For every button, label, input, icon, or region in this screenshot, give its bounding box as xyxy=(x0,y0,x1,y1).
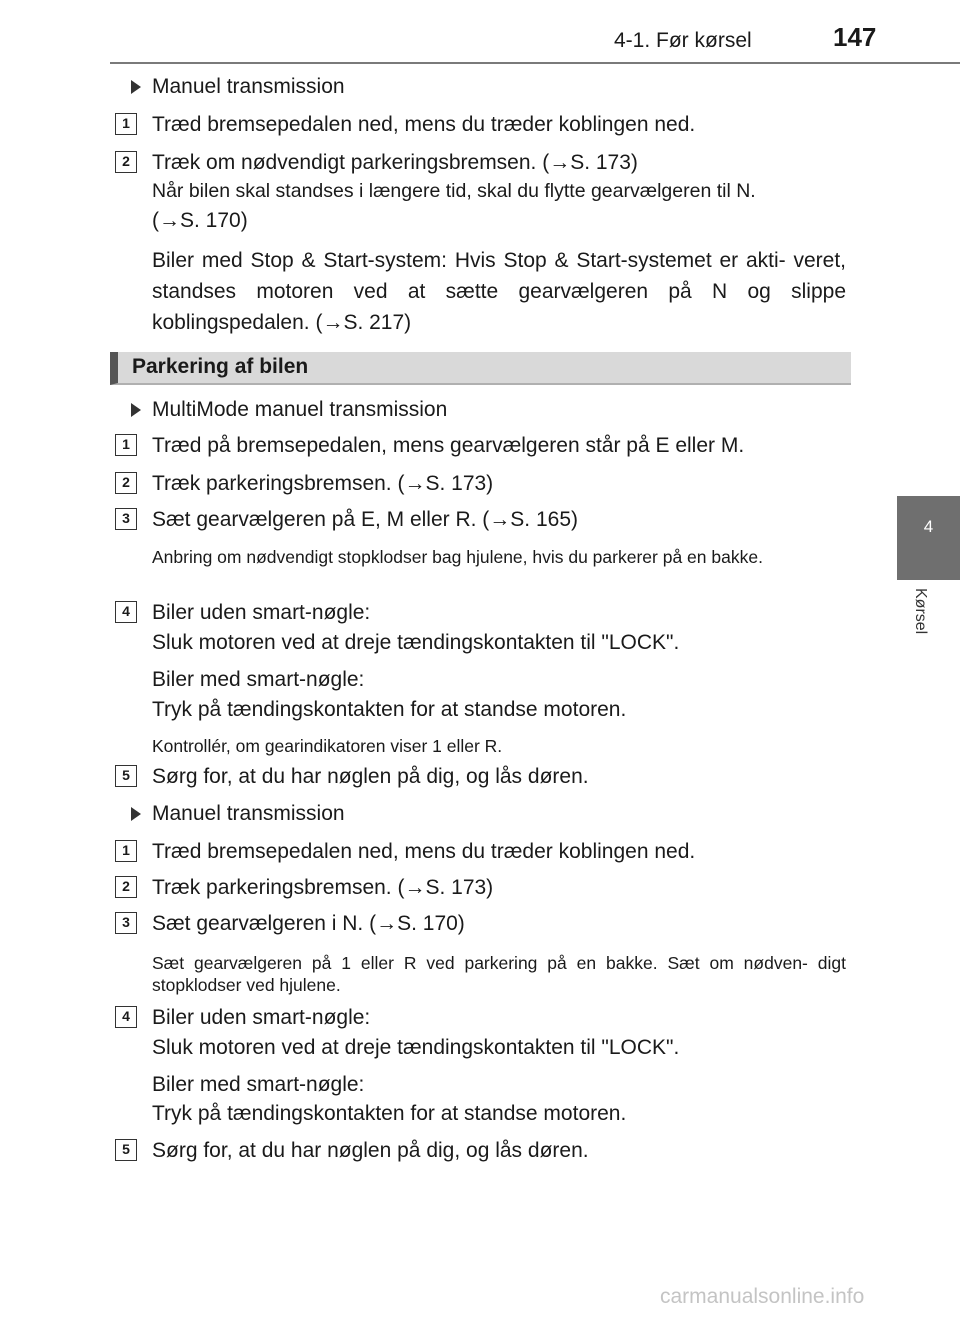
chapter-tab-label-text: Kørsel xyxy=(912,588,929,635)
header-section: 4-1. Før kørsel xyxy=(614,29,752,52)
step-note: Kontrollér, om gearindikatoren viser 1 eller R. xyxy=(152,736,503,756)
bullet-triangle-icon xyxy=(131,403,141,417)
watermark: carmanualsonline.info xyxy=(660,1285,865,1308)
step-text: Træd på bremsepedalen, mens gearvælgeren står på E eller M. xyxy=(152,434,745,457)
step-text: Tryk på tændingskontakten for at standse motoren. xyxy=(152,1102,627,1125)
step-text: Sæt gearvælgeren på E, M eller R. (→S. 165) xyxy=(152,508,579,531)
bullet-triangle-icon xyxy=(131,80,141,94)
step-number: 1 xyxy=(115,113,137,135)
step-text: Biler uden smart-nøgle: xyxy=(152,601,371,624)
page-number: 147 xyxy=(833,22,877,52)
paragraph: Biler med Stop & Start-system: Hvis Stop & Start-systemet er akti- veret, standses motoren ved at sætte gearvælgeren på N og slippe koblingspedalen. (→S. 217) xyxy=(152,249,846,334)
step-number: 4 xyxy=(115,601,137,623)
step-number: 3 xyxy=(115,912,137,934)
step-text: Træd bremsepedalen ned, mens du træder koblingen ned. xyxy=(152,840,696,863)
step-text: Sluk motoren ved at dreje tændingskontakten til "LOCK". xyxy=(152,631,680,654)
step-text: Sørg for, at du har nøglen på dig, og lås døren. xyxy=(152,765,589,788)
subheading: Manuel transmission xyxy=(152,802,345,825)
header-divider xyxy=(110,62,960,64)
step-note: Når bilen skal standses i længere tid, skal du flytte gearvælgeren til N. xyxy=(152,180,756,202)
chapter-tab xyxy=(897,496,960,580)
step-text: Træk parkeringsbremsen. (→S. 173) xyxy=(152,472,494,495)
step-number: 1 xyxy=(115,840,137,862)
step-number: 2 xyxy=(115,876,137,898)
step-number: 5 xyxy=(115,1139,137,1161)
step-number: 1 xyxy=(115,434,137,456)
step-text: Træk parkeringsbremsen. (→S. 173) xyxy=(152,876,494,899)
step-text: Biler med smart-nøgle: xyxy=(152,668,365,691)
step-number: 2 xyxy=(115,472,137,494)
step-note: Sæt gearvælgeren på 1 eller R ved parkering på en bakke. Sæt om nødven- digt stopklodser ved hjulene. xyxy=(152,953,846,995)
step-note-ref: (→S. 170) xyxy=(152,209,248,232)
bullet-triangle-icon xyxy=(131,807,141,821)
section-heading-bar xyxy=(110,352,851,385)
step-text: Sørg for, at du har nøglen på dig, og lås døren. xyxy=(152,1139,589,1162)
step-note: Anbring om nødvendigt stopklodser bag hjulene, hvis du parkerer på en bakke. xyxy=(152,547,763,567)
step-number: 4 xyxy=(115,1006,137,1028)
step-text: Tryk på tændingskontakten for at standse motoren. xyxy=(152,698,627,721)
chapter-tab-number: 4 xyxy=(923,517,934,536)
step-text: Biler med smart-nøgle: xyxy=(152,1073,365,1096)
step-text: Træk om nødvendigt parkeringsbremsen. (→S. 173) xyxy=(152,151,638,174)
step-text: Sluk motoren ved at dreje tændingskontakten til "LOCK". xyxy=(152,1036,680,1059)
step-text: Træd bremsepedalen ned, mens du træder koblingen ned. xyxy=(152,113,696,136)
subheading: MultiMode manuel transmission xyxy=(152,398,448,421)
step-text: Sæt gearvælgeren i N. (→S. 170) xyxy=(152,912,465,935)
chapter-tab-label xyxy=(897,580,960,670)
step-text: Biler uden smart-nøgle: xyxy=(152,1006,371,1029)
step-number: 2 xyxy=(115,151,137,173)
step-number: 3 xyxy=(115,508,137,530)
subheading: Manuel transmission xyxy=(152,75,345,98)
section-title: Parkering af bilen xyxy=(132,355,309,378)
step-number: 5 xyxy=(115,765,137,787)
